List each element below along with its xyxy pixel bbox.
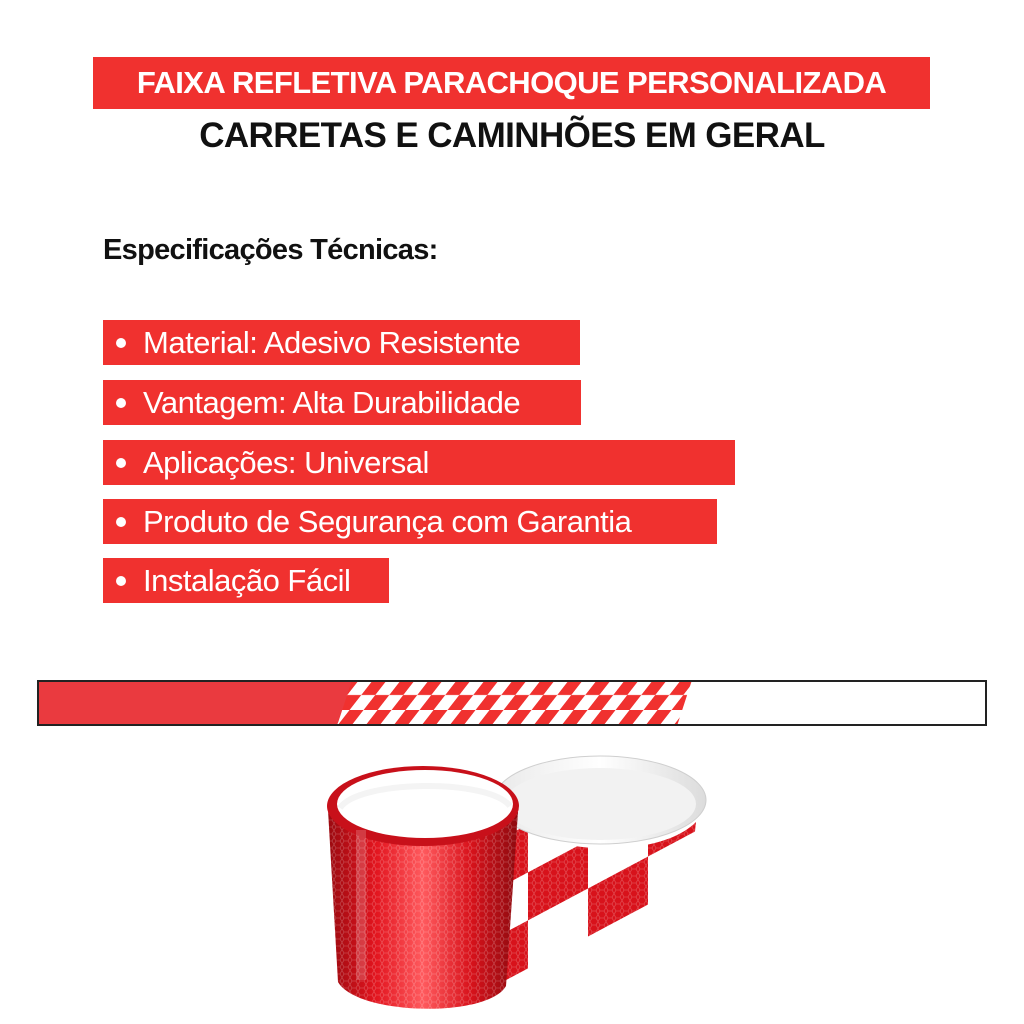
spec-item-label: Instalação Fácil [143, 562, 351, 598]
bullet-dot-icon [116, 338, 126, 348]
spec-item-label: Vantagem: Alta Durabilidade [143, 384, 521, 420]
spec-item-vantagem [103, 380, 581, 425]
bullet-dot-icon [116, 398, 126, 408]
bullet-dot-icon [116, 576, 126, 586]
page-subtitle: CARRETAS E CAMINHÕES EM GERAL [199, 116, 825, 155]
spec-item-label: Aplicações: Universal [143, 444, 429, 480]
spec-item-aplicacoes [103, 440, 735, 485]
spec-item-produto [103, 499, 717, 544]
spec-item-label: Material: Adesivo Resistente [143, 324, 521, 360]
reflective-stripe-graphic [37, 680, 987, 726]
bullet-dot-icon [116, 517, 126, 527]
tape-rolls-image [318, 750, 708, 1020]
title-banner [93, 57, 930, 109]
spec-item-material [103, 320, 580, 365]
specs-heading: Especificações Técnicas: [103, 234, 438, 266]
page-title: FAIXA REFLETIVA PARACHOQUE PERSONALIZADA [136, 65, 887, 100]
bullet-dot-icon [116, 458, 126, 468]
spec-item-instalacao [103, 558, 389, 603]
red-roll [327, 766, 519, 1009]
spec-item-label: Produto de Segurança com Garantia [143, 503, 632, 539]
